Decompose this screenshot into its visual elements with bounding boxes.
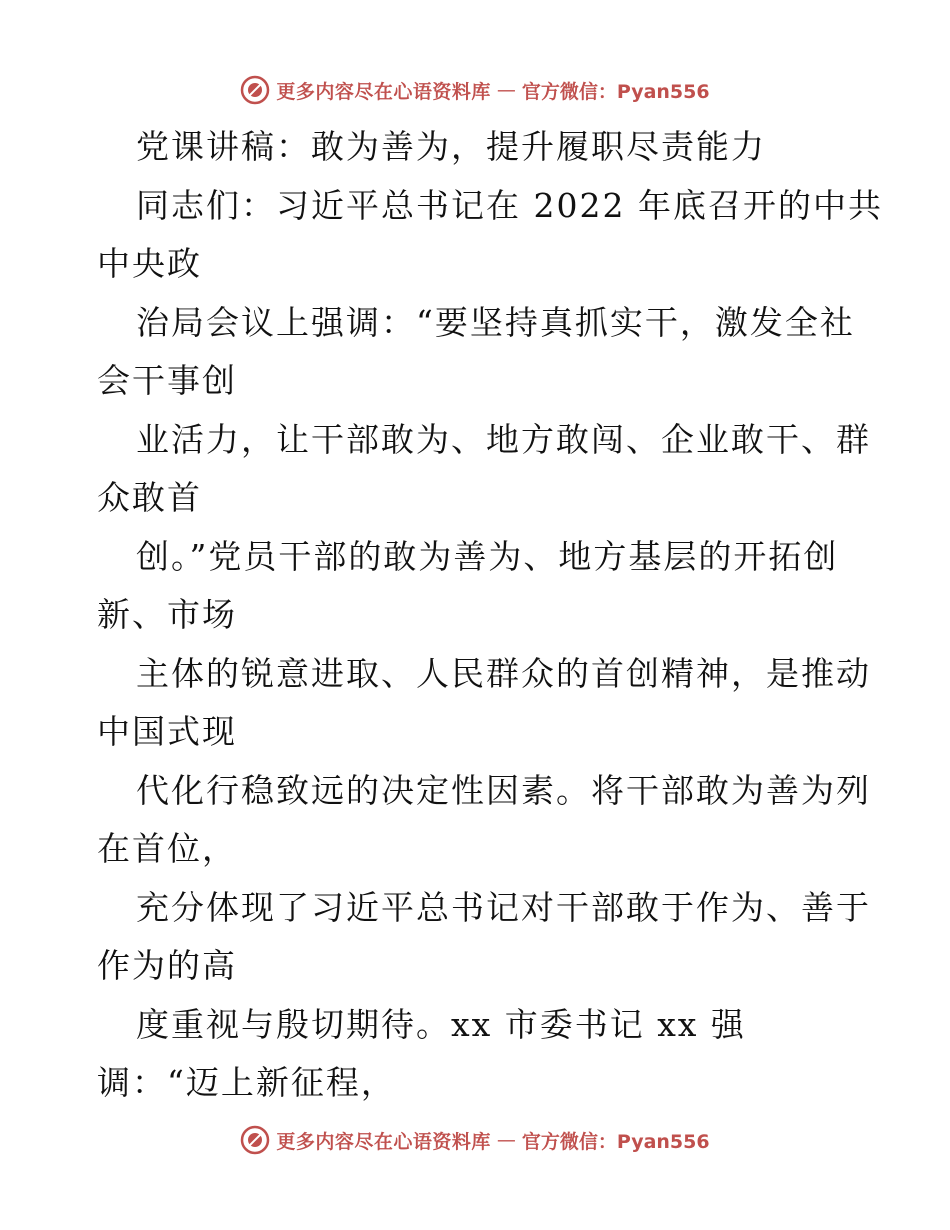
paragraph-line: 代化行稳致远的决定性因素。将干部敢为善为列	[136, 770, 871, 810]
paragraph-line: 业活力，让干部敢为、地方敢闯、企业敢干、群	[136, 419, 871, 459]
paragraph-line: 在首位，	[97, 829, 237, 868]
watermark-separator: —	[496, 79, 516, 101]
paragraph-line: 众敢首	[97, 478, 202, 517]
document-title: 党课讲稿：敢为善为，提升履职尽责能力	[136, 127, 766, 166]
footer-watermark	[0, 1120, 950, 1160]
paragraph-line: 调：“迈上新征程，	[97, 1063, 396, 1102]
paragraph-line: 中央政	[97, 244, 202, 283]
paragraph-line: 充分体现了习近平总书记对干部敢于作为、善于	[136, 887, 871, 927]
watermark-slogan: 更多内容尽在心语资料库	[276, 1130, 491, 1153]
watermark-separator: —	[496, 1129, 516, 1151]
watermark-account: 官方微信：Pyan556	[521, 80, 710, 103]
paragraph-line: 会干事创	[97, 361, 237, 400]
paragraph-line: 中国式现	[97, 712, 237, 751]
header-watermark	[0, 70, 950, 110]
watermark-account: 官方微信：Pyan556	[521, 1130, 710, 1153]
paragraph-line: 同志们：习近平总书记在 2022 年底召开的中共	[136, 185, 883, 225]
paragraph-line: 治局会议上强调：“要坚持真抓实干，激发全社	[136, 302, 855, 342]
paragraph-line: 作为的高	[97, 946, 237, 985]
paragraph-line: 度重视与殷切期待。xx 市委书记 xx 强	[136, 1004, 746, 1044]
paragraph-line: 主体的锐意进取、人民群众的首创精神，是推动	[136, 653, 871, 693]
seal-logo-icon	[240, 75, 270, 105]
document-body	[97, 118, 883, 1113]
paragraph-line: 新、市场	[97, 595, 237, 634]
seal-logo-icon	[240, 1125, 270, 1155]
watermark-slogan: 更多内容尽在心语资料库	[276, 80, 491, 103]
paragraph-line: 创。”党员干部的敢为善为、地方基层的开拓创	[136, 536, 839, 576]
